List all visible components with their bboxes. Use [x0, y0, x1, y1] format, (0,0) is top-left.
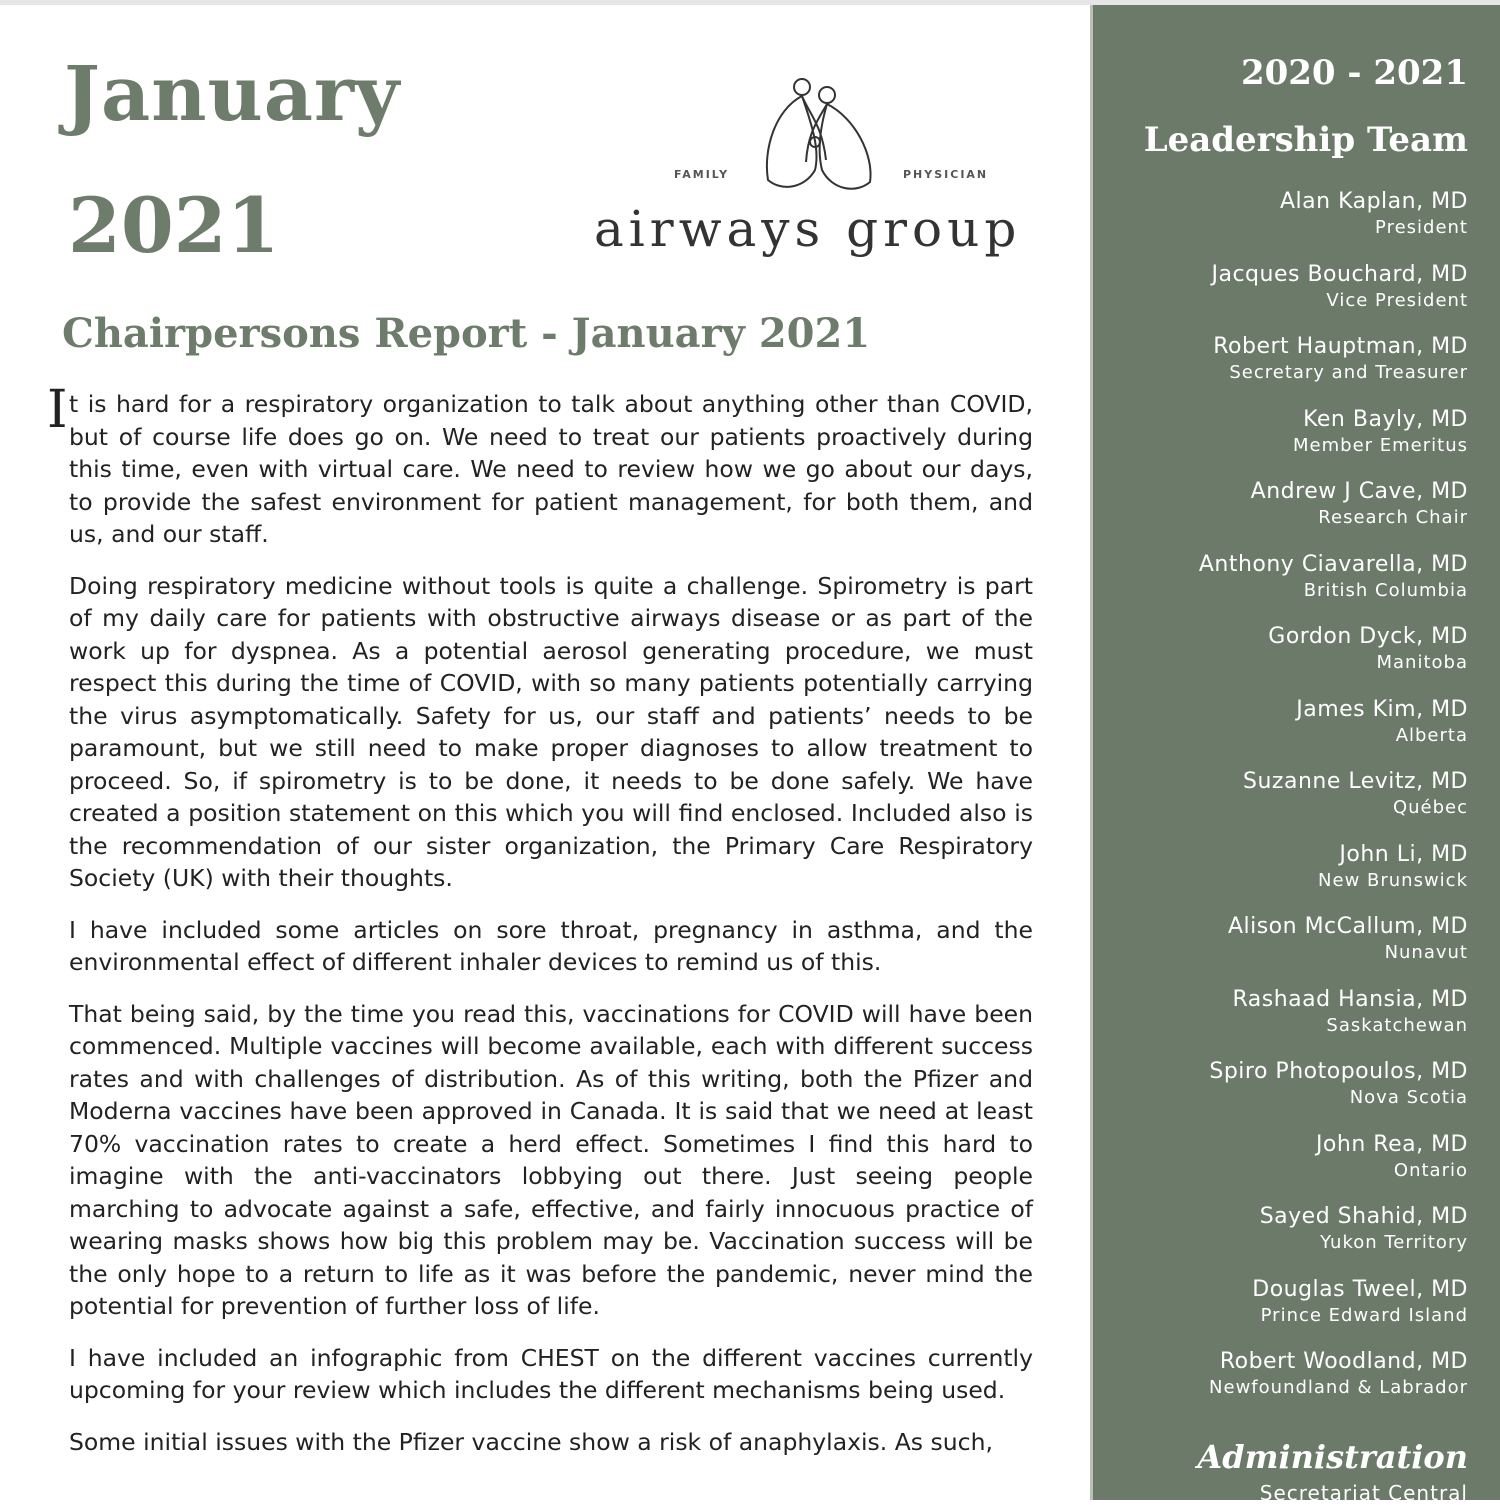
leader-role: Member Emeritus	[1293, 434, 1468, 456]
leader-role: New Brunswick	[1318, 869, 1468, 891]
sidebar-years: 2020 - 2021	[1240, 53, 1468, 93]
paragraph-4: That being said, by the time you read this, vaccinations for COVID will have been commenced. Multiple vaccines will become available, each with different success rates and with challenges of distribution. As of this writing, both the Pfizer and Moderna vaccines have been approved in Canada. It is said that we need at least 70% vaccination rates to create a herd effect. Sometimes I find this hard to imagine with the anti-vaccinators lobbying out there. Just seeing people marching to advocate against a safe, effective, and fairly innocuous practice of wearing masks shows how big this problem may be. Vaccination success will be the only hope to a return to life as it was before the pandemic, never mind the potential for prevention of further loss of life.	[69, 999, 1033, 1320]
report-title: Chairpersons Report - January 2021	[62, 310, 871, 357]
leader-name: Gordon Dyck, MD	[1268, 624, 1468, 649]
leader-entry	[1108, 696, 1468, 769]
leader-role: Québec	[1392, 797, 1468, 818]
airways-group-logo	[590, 70, 1050, 280]
leader-name: Andrew J Cave, MD	[1250, 479, 1468, 504]
leader-name: Jacques Bouchard, MD	[1211, 261, 1468, 287]
leader-entry	[1108, 623, 1468, 696]
paragraph-5: I have included an infographic from CHEST on the different vaccines currently upcoming for your review which includes the different mechanisms being used.	[69, 1343, 1033, 1404]
leader-role: Nunavut	[1384, 942, 1468, 963]
leader-entry	[1108, 1058, 1468, 1131]
leader-name: Suzanne Levitz, MD	[1243, 769, 1468, 794]
paragraph-6: Some initial issues with the Pfizer vaccine show a risk of anaphylaxis. As such,	[69, 1427, 993, 1456]
report-body	[47, 380, 1033, 1477]
leader-entry	[1108, 1348, 1468, 1421]
lungs-logo-icon	[760, 70, 880, 200]
leader-entry	[1108, 1276, 1468, 1349]
paragraph-3: I have included some articles on sore throat, pregnancy in asthma, and the environmental effect of different inhaler devices to remind us of this.	[69, 915, 1033, 976]
leader-role: President	[1375, 217, 1468, 238]
leader-name: Spiro Photopoulos, MD	[1209, 1059, 1468, 1084]
sidebar-title: Leadership Team	[1143, 120, 1468, 160]
leader-entry	[1108, 841, 1468, 914]
administration-heading: Administration	[1197, 1438, 1468, 1476]
leader-name: Robert Hauptman, MD	[1213, 334, 1468, 359]
leader-name: Ken Bayly, MD	[1303, 406, 1468, 432]
leader-role: Nova Scotia	[1349, 1087, 1468, 1108]
leader-role: Yukon Territory	[1320, 1232, 1468, 1253]
leader-entry	[1108, 1203, 1468, 1276]
leader-name: Anthony Ciavarella, MD	[1198, 551, 1468, 577]
leader-name: Alan Kaplan, MD	[1279, 189, 1468, 214]
leader-name: Douglas Tweel, MD	[1252, 1276, 1468, 1302]
leader-name: Sayed Shahid, MD	[1259, 1204, 1468, 1229]
leader-entry	[1108, 261, 1468, 334]
leader-role: Saskatchewan	[1326, 1014, 1468, 1036]
leadership-list	[1108, 188, 1468, 1421]
leader-name: James Kim, MD	[1296, 696, 1468, 722]
leader-entry	[1108, 986, 1468, 1059]
leader-role: Research Chair	[1318, 507, 1468, 528]
leader-name: Rashaad Hansia, MD	[1232, 986, 1468, 1012]
paragraph-1	[47, 380, 1033, 551]
leader-role: British Columbia	[1303, 579, 1468, 601]
leader-entry	[1108, 333, 1468, 406]
leader-entry	[1108, 768, 1468, 841]
leader-name: Alison McCallum, MD	[1227, 914, 1468, 939]
leadership-sidebar	[1090, 5, 1500, 1505]
leader-entry	[1108, 188, 1468, 261]
leader-name: John Rea, MD	[1315, 1131, 1468, 1157]
leader-name: Robert Woodland, MD	[1219, 1349, 1468, 1374]
leader-role: Alberta	[1395, 724, 1468, 746]
leader-entry	[1108, 406, 1468, 479]
drop-cap: I	[47, 380, 68, 440]
leader-role: Ontario	[1393, 1159, 1468, 1181]
logo-wordmark: airways group	[594, 200, 1022, 258]
administration-subheading: Secretariat Central	[1259, 1481, 1468, 1505]
leader-name: John Li, MD	[1339, 841, 1468, 867]
logo-family-text: FAMILY	[674, 168, 730, 181]
paragraph-2: Doing respiratory medicine without tools is quite a challenge. Spirometry is part of my daily care for patients with obstructive airways disease or as part of the work up for dyspnea. As a potential aerosol generating procedure, we must respect this during the time of COVID, with so many patients potentially carrying the virus asymptomatically. Safety for us, our staff and patients’ needs to be paramount, but we still need to make proper diagnoses to allow treatment to proceed. So, if spirometry is to be done, it needs to be done safely. We have created a position statement on this which you will find enclosed. Included also is the recommendation of our sister organization, the Primary Care Respiratory Society (UK) with their thoughts.	[69, 571, 1033, 892]
issue-year: 2021	[68, 181, 280, 270]
leader-role: Vice President	[1326, 289, 1468, 311]
issue-month: January	[64, 49, 401, 138]
leader-role: Secretary and Treasurer	[1229, 362, 1468, 383]
leader-entry	[1108, 551, 1468, 624]
paragraph-1-text: t is hard for a respiratory organization to talk about anything other than COVID, but of course life does go on. We need to treat our patients proactively during this time, even with virtual care. We need to review how we go about our days, to provide the safest environment for patient management, for both them, and us, and our staff.	[69, 390, 1033, 548]
leader-role: Newfoundland & Labrador	[1209, 1377, 1468, 1398]
leader-entry	[1108, 913, 1468, 986]
leader-role: Prince Edward Island	[1260, 1304, 1468, 1326]
logo-physician-text: PHYSICIAN	[903, 168, 989, 181]
leader-role: Manitoba	[1376, 652, 1468, 673]
leader-entry	[1108, 1131, 1468, 1204]
leader-entry	[1108, 478, 1468, 551]
